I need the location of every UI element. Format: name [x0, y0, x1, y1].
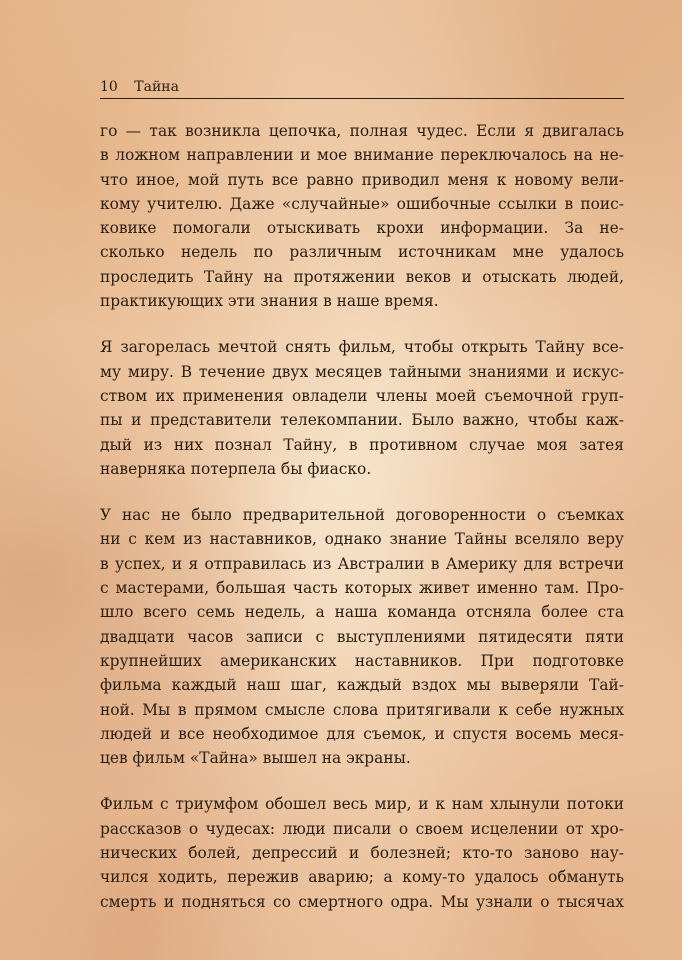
- text-line: в успех, и я отправилась из Австралии в Америку для встречи: [100, 554, 624, 573]
- text-line: Я загорелась мечтой снять фильм, чтобы открыть Тайну все-: [100, 338, 624, 357]
- text-line: двадцати часов записи с выступлениями пятидесяти пяти: [100, 627, 624, 646]
- text-line: смерть и подняться со смертного одра. Мы узнали о тысячах: [100, 892, 624, 911]
- text-line: кому учителю. Даже «случайные» ошибочные ссылки в поис-: [100, 194, 624, 213]
- text-line: У нас не было предварительной договоренности о съемках: [100, 506, 624, 525]
- text-line: му миру. В течение двух месяцев тайными знаниями и искус-: [100, 362, 624, 381]
- text-line: крупнейших американских наставников. При подготовке: [100, 651, 624, 670]
- text-line: чился ходить, пережив аварию; а кому-то удалось обмануть: [100, 868, 624, 887]
- paragraph-4: [100, 792, 624, 913]
- text-line: Фильм с триумфом обошел весь мир, и к нам хлынули потоки: [100, 795, 624, 814]
- paragraph-3: [100, 503, 624, 770]
- text-line: шло всего семь недель, а наша команда отсняла более ста: [100, 603, 624, 622]
- text-line: ковике помогали отыскивать крохи информации. За не-: [100, 219, 624, 238]
- text-line: ной. Мы в прямом смысле слова притягивали к себе нужных: [100, 700, 624, 719]
- page-number: 10: [100, 79, 118, 95]
- text-line: пы и представители телекомпании. Было важно, чтобы каж-: [100, 411, 624, 430]
- paragraph-2: [100, 335, 624, 481]
- text-line: нических болей, депрессий и болезней; кто-то заново нау-: [100, 844, 624, 863]
- text-line: практикующих эти знания в наше время.: [100, 292, 439, 311]
- text-line: наверняка потерпела бы фиаско.: [100, 459, 372, 478]
- text-line: фильма каждый наш шаг, каждый вздох мы выверяли Тай-: [100, 676, 624, 695]
- text-line: людей и все необходимое для съемок, и спустя восемь меся-: [100, 724, 624, 743]
- text-line: ством их применения овладели члены моей съемочной груп-: [100, 386, 624, 405]
- text-line: ни с кем из наставников, однако знание Тайны вселяло веру: [100, 530, 624, 549]
- text-line: проследить Тайну на протяжении веков и отыскать людей,: [100, 267, 624, 286]
- text-line: дый из них познал Тайну, в противном случае моя затея: [100, 435, 624, 454]
- running-title: Тайна: [134, 79, 179, 95]
- running-head: [100, 78, 624, 99]
- text-line: рассказов о чудесах: люди писали о своем исцелении от хро-: [100, 819, 624, 838]
- paragraph-1: [100, 119, 624, 313]
- text-line: в ложном направлении и мое внимание переключалось на не-: [100, 146, 624, 165]
- text-line: цев фильм «Тайна» вышел на экраны.: [100, 749, 411, 768]
- text-line: сколько недель по различным источникам мне удалось: [100, 243, 624, 262]
- body-text: [100, 119, 624, 936]
- text-line: что иное, мой путь все равно приводил меня к новому вели-: [100, 170, 624, 189]
- text-line: го — так возникла цепочка, полная чудес. Если я двигалась: [100, 122, 624, 140]
- text-line: с мастерами, большая часть которых живет именно там. Про-: [100, 579, 624, 598]
